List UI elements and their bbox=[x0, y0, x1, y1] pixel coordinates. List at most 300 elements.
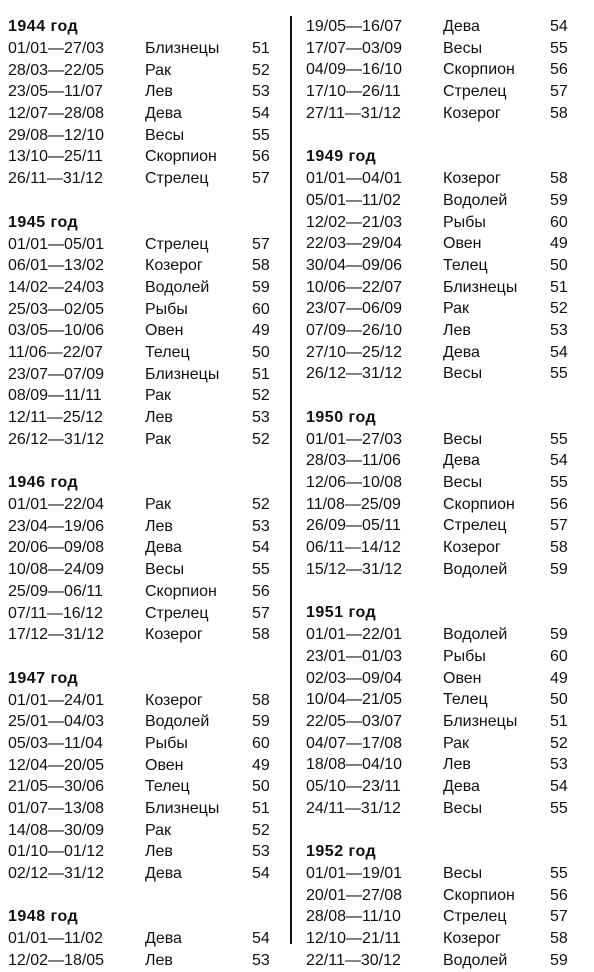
sign-number: 54 bbox=[252, 105, 270, 123]
spacer bbox=[306, 581, 588, 603]
date-range: 30/04—09/06 bbox=[306, 256, 403, 274]
table-row bbox=[8, 581, 286, 603]
table-row bbox=[306, 624, 588, 646]
zodiac-sign: Водолей bbox=[443, 191, 508, 209]
zodiac-sign: Весы bbox=[443, 474, 483, 492]
sign-number: 58 bbox=[252, 257, 270, 275]
date-range: 01/01—22/04 bbox=[8, 496, 105, 514]
sign-number: 51 bbox=[550, 712, 568, 730]
table-row bbox=[306, 537, 588, 559]
year-heading: 1948 год bbox=[8, 908, 79, 926]
zodiac-sign: Водолей bbox=[443, 951, 508, 969]
year-block bbox=[306, 0, 588, 124]
table-row bbox=[8, 537, 286, 559]
table-row bbox=[306, 81, 588, 103]
date-range: 01/01—27/03 bbox=[306, 430, 403, 448]
zodiac-sign: Стрелец bbox=[145, 604, 209, 622]
date-range: 12/02—21/03 bbox=[306, 213, 403, 231]
date-range: 29/08—12/10 bbox=[8, 126, 105, 144]
table-row bbox=[306, 190, 588, 212]
zodiac-sign: Весы bbox=[443, 430, 483, 448]
table-row bbox=[8, 60, 286, 82]
sign-number: 56 bbox=[550, 495, 568, 513]
date-range: 01/01—11/02 bbox=[8, 930, 103, 948]
table-row bbox=[306, 776, 588, 798]
sign-number: 51 bbox=[550, 278, 568, 296]
date-range: 12/11—25/12 bbox=[8, 409, 103, 426]
date-range: 13/10—25/11 bbox=[8, 148, 103, 166]
zodiac-sign: Дева bbox=[443, 343, 480, 361]
zodiac-sign: Рак bbox=[145, 430, 172, 448]
date-range: 23/05—11/07 bbox=[8, 83, 103, 101]
sign-number: 54 bbox=[252, 930, 270, 948]
date-range: 23/07—06/09 bbox=[306, 300, 403, 318]
zodiac-sign: Козерог bbox=[443, 170, 501, 188]
spacer bbox=[306, 124, 588, 146]
sign-number: 56 bbox=[252, 148, 270, 166]
zodiac-sign: Козерог bbox=[443, 539, 501, 557]
zodiac-sign: Овен bbox=[145, 322, 184, 340]
date-range: 07/09—26/10 bbox=[306, 321, 403, 339]
sign-number: 52 bbox=[252, 61, 270, 79]
zodiac-sign: Водолей bbox=[145, 713, 210, 731]
zodiac-sign: Дева bbox=[145, 930, 182, 948]
zodiac-sign: Весы bbox=[443, 39, 483, 57]
zodiac-sign: Дева bbox=[145, 539, 182, 557]
date-range: 01/01—05/01 bbox=[8, 235, 105, 253]
sign-number: 53 bbox=[550, 756, 568, 774]
date-range: 06/11—14/12 bbox=[306, 539, 401, 557]
year-heading: 1949 год bbox=[306, 148, 377, 166]
date-range: 05/01—11/02 bbox=[306, 191, 401, 209]
table-row bbox=[306, 515, 588, 537]
year-block bbox=[8, 646, 286, 885]
zodiac-sign: Весы bbox=[145, 126, 185, 144]
sign-number: 54 bbox=[550, 778, 568, 795]
table-row bbox=[306, 906, 588, 928]
zodiac-sign: Скорпион bbox=[145, 582, 217, 600]
date-range: 26/11—31/12 bbox=[8, 170, 103, 188]
sign-number: 55 bbox=[550, 474, 568, 492]
table-row bbox=[8, 38, 286, 60]
sign-number: 57 bbox=[550, 83, 568, 101]
zodiac-sign: Лев bbox=[145, 843, 173, 861]
sign-number: 50 bbox=[550, 256, 568, 274]
table-row bbox=[8, 255, 286, 277]
zodiac-sign: Весы bbox=[443, 799, 483, 817]
sign-number: 51 bbox=[252, 800, 270, 817]
sign-number: 56 bbox=[550, 886, 568, 904]
sign-number: 55 bbox=[550, 865, 568, 883]
zodiac-sign: Дева bbox=[443, 18, 480, 35]
zodiac-sign: Лев bbox=[145, 517, 173, 535]
zodiac-sign: Козерог bbox=[145, 257, 203, 275]
sign-number: 55 bbox=[252, 561, 270, 579]
zodiac-sign: Близнецы bbox=[145, 40, 220, 57]
zodiac-sign: Телец bbox=[145, 778, 190, 796]
date-range: 06/01—13/02 bbox=[8, 257, 105, 275]
date-range: 11/08—25/09 bbox=[306, 495, 401, 513]
zodiac-sign: Скорпион bbox=[443, 886, 515, 904]
table-row bbox=[8, 950, 286, 972]
year-block bbox=[306, 581, 588, 820]
zodiac-sign: Лев bbox=[145, 409, 173, 426]
date-range: 23/07—07/09 bbox=[8, 365, 105, 383]
sign-number: 59 bbox=[550, 626, 568, 644]
sign-number: 52 bbox=[252, 387, 270, 405]
table-row bbox=[8, 863, 286, 885]
year-heading: 1944 год bbox=[8, 18, 79, 35]
table-row bbox=[306, 689, 588, 711]
table-row bbox=[306, 59, 588, 81]
sign-number: 55 bbox=[550, 430, 568, 448]
table-row bbox=[8, 494, 286, 516]
sign-number: 59 bbox=[252, 278, 270, 296]
zodiac-sign: Рак bbox=[443, 734, 470, 752]
sign-number: 56 bbox=[252, 582, 270, 600]
zodiac-sign: Козерог bbox=[443, 104, 501, 122]
date-range: 12/10—21/11 bbox=[306, 930, 401, 948]
zodiac-sign: Стрелец bbox=[443, 908, 507, 926]
date-range: 26/09—05/11 bbox=[306, 517, 401, 535]
table-row bbox=[306, 38, 588, 60]
table-row bbox=[306, 212, 588, 234]
sign-number: 59 bbox=[550, 951, 568, 969]
sign-number: 54 bbox=[550, 452, 568, 470]
date-range: 20/01—27/08 bbox=[306, 886, 403, 904]
sign-number: 60 bbox=[252, 300, 270, 318]
date-range: 10/06—22/07 bbox=[306, 278, 403, 296]
zodiac-sign: Скорпион bbox=[443, 61, 515, 79]
sign-number: 52 bbox=[550, 734, 568, 752]
zodiac-sign: Рак bbox=[145, 496, 172, 514]
date-range: 08/09—11/11 bbox=[8, 387, 102, 405]
zodiac-sign: Близнецы bbox=[443, 712, 518, 730]
spacer bbox=[8, 450, 286, 472]
zodiac-sign: Дева bbox=[443, 452, 480, 470]
table-row bbox=[8, 125, 286, 147]
sign-number: 60 bbox=[550, 647, 568, 665]
table-row bbox=[8, 364, 286, 386]
spacer bbox=[306, 385, 588, 407]
date-range: 01/01—19/01 bbox=[306, 865, 403, 883]
table-row bbox=[8, 690, 286, 712]
sign-number: 57 bbox=[252, 604, 270, 622]
date-range: 26/12—31/12 bbox=[306, 365, 403, 383]
date-range: 01/01—24/01 bbox=[8, 691, 105, 709]
sign-number: 54 bbox=[550, 18, 568, 35]
zodiac-sign: Рыбы bbox=[443, 647, 486, 665]
spacer bbox=[306, 0, 588, 16]
zodiac-sign: Близнецы bbox=[145, 800, 220, 817]
table-row bbox=[306, 885, 588, 907]
table-row bbox=[306, 233, 588, 255]
table-row bbox=[306, 472, 588, 494]
table-row bbox=[8, 320, 286, 342]
sign-number: 57 bbox=[550, 517, 568, 535]
table-row bbox=[306, 711, 588, 733]
zodiac-sign: Стрелец bbox=[443, 517, 507, 535]
date-range: 10/04—21/05 bbox=[306, 691, 403, 709]
date-range: 27/11—31/12 bbox=[306, 104, 401, 122]
date-range: 01/01—22/01 bbox=[306, 626, 403, 644]
date-range: 11/06—22/07 bbox=[8, 343, 103, 361]
date-range: 15/12—31/12 bbox=[306, 560, 403, 578]
date-range: 17/12—31/12 bbox=[8, 626, 105, 644]
zodiac-sign: Стрелец bbox=[145, 235, 209, 253]
zodiac-sign: Рак bbox=[145, 821, 172, 839]
zodiac-sign: Весы bbox=[443, 365, 483, 383]
zodiac-sign: Телец bbox=[443, 256, 488, 274]
sign-number: 49 bbox=[252, 322, 270, 340]
zodiac-sign: Стрелец bbox=[145, 170, 209, 188]
table-row bbox=[8, 820, 286, 842]
sign-number: 50 bbox=[252, 343, 270, 361]
table-row bbox=[8, 385, 286, 407]
zodiac-sign: Рыбы bbox=[443, 213, 486, 231]
date-range: 27/10—25/12 bbox=[306, 343, 403, 361]
year-heading: 1950 год bbox=[306, 408, 377, 426]
sign-number: 53 bbox=[252, 843, 270, 861]
year-block bbox=[306, 124, 588, 385]
zodiac-sign: Близнецы bbox=[443, 278, 518, 296]
sign-number: 54 bbox=[252, 865, 270, 883]
sign-number: 49 bbox=[550, 669, 568, 687]
table-row bbox=[8, 429, 286, 451]
zodiac-sign: Козерог bbox=[443, 930, 501, 948]
sign-number: 49 bbox=[252, 756, 270, 774]
table-row bbox=[8, 841, 286, 863]
sign-number: 56 bbox=[550, 61, 568, 79]
year-block bbox=[8, 885, 286, 972]
date-range: 23/01—01/03 bbox=[306, 647, 403, 665]
date-range: 25/01—04/03 bbox=[8, 713, 105, 731]
date-range: 25/03—02/05 bbox=[8, 300, 105, 318]
table-row bbox=[8, 81, 286, 103]
date-range: 25/09—06/11 bbox=[8, 582, 103, 600]
date-range: 19/05—16/07 bbox=[306, 18, 403, 35]
sign-number: 51 bbox=[252, 40, 270, 57]
date-range: 26/12—31/12 bbox=[8, 430, 105, 448]
sign-number: 59 bbox=[550, 560, 568, 578]
zodiac-sign: Дева bbox=[443, 778, 480, 795]
table-row bbox=[8, 755, 286, 777]
table-row bbox=[306, 668, 588, 690]
sign-number: 51 bbox=[252, 365, 270, 383]
sign-number: 52 bbox=[252, 821, 270, 839]
sign-number: 54 bbox=[252, 539, 270, 557]
zodiac-sign: Рак bbox=[145, 61, 172, 79]
zodiac-sign: Овен bbox=[443, 235, 482, 253]
date-range: 17/10—26/11 bbox=[306, 83, 401, 101]
zodiac-sign: Водолей bbox=[443, 626, 508, 644]
date-range: 12/04—20/05 bbox=[8, 756, 105, 774]
zodiac-sign: Овен bbox=[443, 669, 482, 687]
sign-number: 55 bbox=[252, 126, 270, 144]
table-row bbox=[8, 711, 286, 733]
table-row bbox=[8, 277, 286, 299]
table-row bbox=[8, 342, 286, 364]
sign-number: 49 bbox=[550, 235, 568, 253]
table-row bbox=[306, 342, 588, 364]
table-row bbox=[8, 146, 286, 168]
zodiac-sign: Козерог bbox=[145, 691, 203, 709]
table-row bbox=[306, 255, 588, 277]
sign-number: 55 bbox=[550, 365, 568, 383]
zodiac-sign: Дева bbox=[145, 105, 182, 123]
date-range: 02/03—09/04 bbox=[306, 669, 403, 687]
table-row bbox=[306, 863, 588, 885]
sign-number: 58 bbox=[252, 626, 270, 644]
sign-number: 59 bbox=[252, 713, 270, 731]
table-row bbox=[306, 277, 588, 299]
zodiac-sign: Стрелец bbox=[443, 83, 507, 101]
sign-number: 55 bbox=[550, 39, 568, 57]
spacer bbox=[8, 885, 286, 907]
zodiac-sign: Скорпион bbox=[443, 495, 515, 513]
year-block bbox=[306, 385, 588, 581]
spacer bbox=[306, 819, 588, 841]
zodiac-sign: Близнецы bbox=[145, 365, 220, 383]
date-range: 28/03—11/06 bbox=[306, 452, 401, 470]
table-row bbox=[306, 363, 588, 385]
sign-number: 52 bbox=[252, 430, 270, 448]
table-row bbox=[8, 299, 286, 321]
year-heading: 1951 год bbox=[306, 604, 377, 622]
sign-number: 57 bbox=[252, 170, 270, 188]
table-row bbox=[306, 928, 588, 950]
date-range: 24/11—31/12 bbox=[306, 799, 401, 817]
zodiac-sign: Лев bbox=[443, 321, 471, 339]
date-range: 21/05—30/06 bbox=[8, 778, 105, 796]
zodiac-sign: Скорпион bbox=[145, 148, 217, 166]
sign-number: 53 bbox=[550, 321, 568, 339]
sign-number: 53 bbox=[252, 409, 270, 426]
zodiac-sign: Водолей bbox=[443, 560, 508, 578]
year-block bbox=[8, 450, 286, 646]
table-row bbox=[8, 624, 286, 646]
date-range: 01/10—01/12 bbox=[8, 843, 105, 861]
year-heading: 1946 год bbox=[8, 474, 79, 492]
table-row bbox=[306, 559, 588, 581]
year-block bbox=[306, 819, 588, 971]
sign-number: 54 bbox=[550, 343, 568, 361]
table-row bbox=[8, 776, 286, 798]
date-range: 18/08—04/10 bbox=[306, 756, 403, 774]
date-range: 04/09—16/10 bbox=[306, 61, 403, 79]
table-row bbox=[306, 733, 588, 755]
table-row bbox=[8, 168, 286, 190]
date-range: 20/06—09/08 bbox=[8, 539, 105, 557]
date-range: 14/08—30/09 bbox=[8, 821, 105, 839]
zodiac-sign: Козерог bbox=[145, 626, 203, 644]
zodiac-sign: Весы bbox=[145, 561, 185, 579]
zodiac-sign: Лев bbox=[145, 83, 173, 101]
sign-number: 53 bbox=[252, 952, 270, 970]
table-row bbox=[306, 798, 588, 820]
sign-number: 58 bbox=[550, 104, 568, 122]
table-row bbox=[306, 450, 588, 472]
date-range: 14/02—24/03 bbox=[8, 278, 105, 296]
sign-number: 58 bbox=[550, 930, 568, 948]
date-range: 02/12—31/12 bbox=[8, 865, 105, 883]
year-heading: 1947 год bbox=[8, 669, 79, 687]
sign-number: 58 bbox=[550, 539, 568, 557]
date-range: 12/07—28/08 bbox=[8, 105, 105, 123]
table-row bbox=[306, 16, 588, 38]
date-range: 22/03—29/04 bbox=[306, 235, 403, 253]
zodiac-sign: Водолей bbox=[145, 278, 210, 296]
date-range: 23/04—19/06 bbox=[8, 517, 105, 535]
date-range: 10/08—24/09 bbox=[8, 561, 105, 579]
zodiac-sign: Телец bbox=[443, 691, 488, 709]
sign-number: 50 bbox=[550, 691, 568, 709]
year-heading: 1952 год bbox=[306, 843, 377, 861]
date-range: 01/07—13/08 bbox=[8, 800, 105, 817]
date-range: 28/08—11/10 bbox=[306, 908, 401, 926]
table-row bbox=[306, 168, 588, 190]
date-range: 17/07—03/09 bbox=[306, 39, 403, 57]
zodiac-sign: Рыбы bbox=[145, 300, 188, 318]
date-range: 12/02—18/05 bbox=[8, 952, 105, 970]
year-block bbox=[8, 0, 286, 190]
sign-number: 55 bbox=[550, 799, 568, 817]
date-range: 01/01—04/01 bbox=[306, 170, 403, 188]
sign-number: 52 bbox=[252, 496, 270, 514]
year-heading: 1945 год bbox=[8, 213, 79, 231]
sign-number: 60 bbox=[252, 734, 270, 752]
date-range: 03/05—10/06 bbox=[8, 322, 105, 340]
date-range: 01/01—27/03 bbox=[8, 40, 105, 57]
table-row bbox=[306, 754, 588, 776]
sign-number: 58 bbox=[252, 691, 270, 709]
table-row bbox=[8, 733, 286, 755]
column-divider bbox=[290, 16, 292, 944]
table-row bbox=[306, 103, 588, 125]
table-row bbox=[8, 407, 286, 429]
date-range: 04/07—17/08 bbox=[306, 734, 403, 752]
table-row bbox=[8, 559, 286, 581]
zodiac-sign: Рак bbox=[145, 387, 172, 405]
date-range: 05/03—11/04 bbox=[8, 734, 103, 752]
sign-number: 52 bbox=[550, 300, 568, 318]
right-column bbox=[306, 0, 588, 972]
sign-number: 53 bbox=[252, 517, 270, 535]
zodiac-sign: Дева bbox=[145, 865, 182, 883]
zodiac-sign: Весы bbox=[443, 865, 483, 883]
spacer bbox=[8, 0, 286, 16]
date-range: 22/05—03/07 bbox=[306, 712, 403, 730]
table-row bbox=[8, 234, 286, 256]
table-row bbox=[8, 603, 286, 625]
zodiac-sign: Рак bbox=[443, 300, 470, 318]
date-range: 12/06—10/08 bbox=[306, 474, 403, 492]
sign-number: 53 bbox=[252, 83, 270, 101]
sign-number: 50 bbox=[252, 778, 270, 796]
date-range: 22/11—30/12 bbox=[306, 951, 401, 969]
year-block bbox=[8, 190, 286, 451]
table-row bbox=[306, 429, 588, 451]
sign-number: 59 bbox=[550, 191, 568, 209]
table-row bbox=[8, 516, 286, 538]
spacer bbox=[8, 646, 286, 668]
table-row bbox=[306, 950, 588, 972]
table-row bbox=[306, 320, 588, 342]
left-column bbox=[8, 0, 286, 972]
zodiac-sign: Телец bbox=[145, 343, 190, 361]
sign-number: 57 bbox=[252, 235, 270, 253]
table-row bbox=[306, 298, 588, 320]
